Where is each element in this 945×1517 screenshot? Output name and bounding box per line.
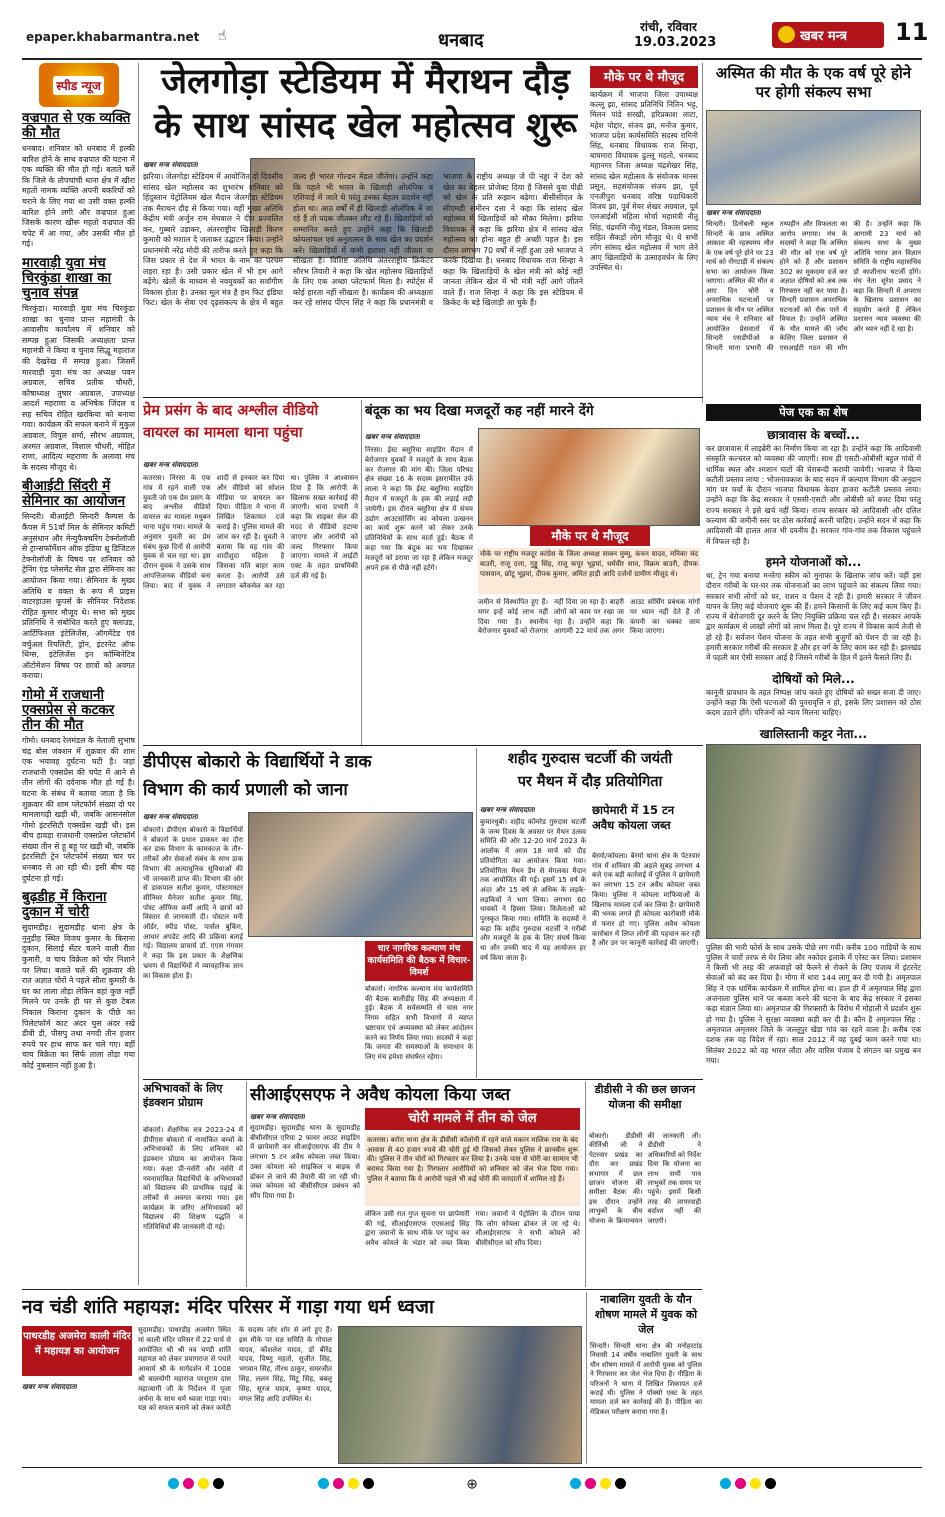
banduk-photo [478,428,700,526]
ciasf-byline: खबर मन्त्र संवाददाता [250,1112,305,1121]
prem-body: कतरास। निरसा के एक गांव में रहने वाली एक युवती जो एक प्रेम प्रसंग के बाद अश्लील वीडियो वायरल का मामला मधुबन थाना पहुंच गया। मामले के अनुसार युवती का प्रेम संबंध कुछ दिनों से आरोपी युवक से चल रहा था। इस दौरान युवक ने उसके साथ आपत्तिजनक वीडियो बना लिया। बाद में युवक ने शादी से इनकार कर दिया और वीडियो को सोशल मीडिया पर वायरल कर दिया। पीड़िता ने थाना में लिखित शिकायत दर्ज कराई है। पुलिस मामले की जांच कर रही है। युवती ने बताया कि वह गांव की शादीशुदा महिला है जिसका पति बाहर काम करता है। आरोपी उसे लगातार ब्लैकमेल कर रहा था। पुलिस ने आश्वासन दिया है कि आरोपी के खिलाफ सख्त कार्रवाई की जाएगी। थाना प्रभारी ने कहा कि साइबर सेल की मदद से वीडियो हटाया जाएगा और आरोपी को जल्द गिरफ्तार किया जाएगा। मामले में आईटी एक्ट के तहत प्राथमिकी दर्ज की गई है। [143,474,358,590]
shesh-body: कर छात्रावास में लाइब्रेरी का निर्माण किया जा रहा है। उन्होंने कहा कि आदिवासी संस्कृति कल्चरल को व्यवस्था की जाएगी। साथ ही एसटी-ओबीसी बहुल गांवों में धार्मिक स्थल और श्मशान घाटों की घेराबन्दी करायी जायेगी। भाजपा ने किया कटौती प्रस्ताव लाया : भोजनावकाश के बाद सदन में कल्याण विभाग की अनुदान मांग पर चर्चा के दौरान भाजपा विधायक केदार हाजरा कटौती प्रस्ताव लाया। उन्होंने कहा कि केंद्र सरकार ने एससी-एसटी और ओबीसी को बजट दिया परंतु राज्य सरकार ने इसे खर्च नहीं किया। राज्य सरकार को आदिवासी और दलित कल्याण की जमीनी स्तर पर ठोस कार्रवाई करनी चाहिए। उन्होंने सदन में कहा कि आदिवासी की हालत आज भी दयनीय है। सरकार गांव-गांव तक विकास पहुंचाने में विफल रही है। [706,444,921,546]
page-ek-ka-shesh-title: पेज एक का शेष [706,404,921,421]
registration-dot-icon [720,1478,731,1489]
masthead-url[interactable]: epaper.khabarmantra.net [26,30,200,44]
speed-news-headline: गोमो में राजधानी एक्सप्रेस से कटकर तीन की मौत [22,686,115,733]
shesh-subhead: छात्रावास के बच्चों... [767,428,860,442]
registration-dot-icon [348,1478,359,1489]
dps-sidebox-body: बोकारो। नागरिक कल्याण मंच कार्यसमिति की बैठक बालीडीह सिंह की अध्यक्षता में हुई। बैठक में सर्वसम्मति से चास नगर निगम सहित सभी विभागों में व्याप्त भ्रष्टाचार एवं अव्यवस्था को लेकर आंदोलन करने का निर्णय लिया गया। सदस्यों ने कहा कि जनता की समस्याओं के समाधान के लिए मंच हमेशा संघर्षरत रहेगा। [365,985,473,1061]
asmit-photo [706,110,921,205]
column-divider [586,1292,587,1464]
footer-rule [22,1467,922,1468]
speed-news-headline: वज्रपात से एक व्यक्ति की मौत [22,110,131,141]
registration-dot-icon [615,1478,626,1489]
shesh-body: था, ट्रेन गया बनाया मनरेगा स्कीम को मुनाफा के खिलाफ जांच करें। वहीं इस दौरान गरीबों के घर-घर तक योजनाओं का लाभ पहुंचाने का संकल्प लिया गया। सरकार सभी लोगों को घर, राशन व पेंशन दे रही है। हमारी सरकार ने जीवन यापन के लिए कई योजनाएं शुरू की हैं। हमने किसानों के लिए कई काम किए हैं। राज्य में बेरोजगारी दूर करने के लिए नियुक्ति प्रक्रिया चल रही है। सरकार आपके द्वार कार्यक्रम से लाखों लोगों को लाभ मिला है। पूरे राज्य में विकास कार्य तेजी से हो रहे हैं। सर्वजन पेंशन योजना के तहत सभी बुजुर्गों को पेंशन दी जा रही है। हमारी सरकार गरीबों की सरकार है और हर वर्ग के लिए काम कर रही है। झारखंड में पहली बार ऐसी सरकार आई है जिसने गरीबों के हित में इतने फैसले लिए हैं। [706,570,921,663]
speed-news-body: सुदामडीह। सुदामडीह थाना क्षेत्र के नुनुडीह स्थित विजय कुमार के किराना दुकान, सिलाई सेंटर चलने वाली रीता कुमारी, व चाय विक्रेता को चोर निशाने पर लिया। बताते चलें की शुक्रवार की रात अज्ञात चोरों ने पहले सीता कुमारी के घर का ताला तोड़ा लेकिन वहां कुछ नहीं मिलने पर उनके ही घर से कुछ टेबल निकाल किराना दुकान के पीछे का पिलेटफॉर्म काट अंदर घुस अंदर रखे डीवी डी, पीसपु तथा नगदी तीन हजार रुपये पर हाथ साफ कर चले गए। वहीं चाय विक्रेता का सिर्फ ताला तोड़ा गया कोई नुकसान नहीं हुआ है। [22,923,135,1070]
ddc-body: बोकारो। डीडीसी कीर्तिश्री जी ने पेटरवार प्रखंड का दौरा कर प्रखंड सभागार में छल छाजन योजना की समीक्षा बैठक की। इस दौरान उन्होंने लाभुकों के बीच योजना के क्रियान्वयन की जानकारी ली। डीडीसी ने अधिकारियों को निर्देश दिया कि योजना का लाभ सभी पात्र लाभुकों तक समय पर पहुंचे। इसमें किसी तरह की लापरवाही बर्दाश्त नहीं की जाएगी। [589,1132,701,1225]
speed-news-item [22,890,135,1071]
ciasf-body: सुदामडीह। सुदामडीह थाना के सुदामडीह बीसीसीएल एरिया 2 फायर आउट साइडिंग में छापेमारी कर सीआईएसएफ की टीम ने लगभग 5 टन अवैध कोयला जब्त किया। उक्त कोयला को साइकिल व बाइक से ढोकर ले जाने की तैयारी की जा रही थी। जब्त कोयला को बीसीसीएल प्रबंधन को सौंप दिया गया है। [250,1124,360,1200]
gurudas-byline: खबर मन्त्र संवाददाता [480,805,535,814]
chori-body2: लेकिन उसी रात गुप्त सूचना पर छापेमारी की गई, सीआईएसएफ एएसआई सिंह द्वारा जवानों के साथ मौके पर पहुंच कर अवैध कोयले के भंडार को जब्त किया गया। जवानों ने पेट्रोलिंग के दौरान पाया कि लोग कोयला ढोकर ले जा रहे थे। सीआईएसएफ ने सभी कोयले को बीसीसीएल को सौंप दिया। [365,1210,580,1248]
shesh-subhead: दोषियों को मिले... [772,671,855,686]
navchandi-body: सुदामडीह। पाथरडीह अजमेरा स्थित मां काली मंदिर परिसर में 22 मार्च से आयोजित श्री श्री नव चण्डी शांति महायज्ञ को लेकर प्रयागराज से पधारे आचार्य श्री के मार्गदर्शन में 1008 श्री बालयोगी महाराज परशुराम दास महात्यागी जी के निर्देशन में पूजा अर्चना के साथ धर्म ध्वजा गाड़ा गया। यज्ञ को सफल बनाने को लेकर कमेटी के सदस्य जोर शोर से लगे हुए हैं। इस मौके पर यज्ञ समिति के गोपाल यादव, कौशलेश यादव, डॉ बीरेंद्र यादव, विष्णु महतो, सुजीत सिंह, भगवान सिंह, तीरथ ठाकुर, समरजीत सिंह, ललन सिंह, मिंटू सिंह, बबलू सिंह, सूरज यादव, कृष्णा यादव, मंगल सिंह आदि उपस्थित थे। [138,1326,332,1413]
section-rule [143,1079,703,1080]
column-divider [246,1082,247,1287]
lead-body: झरिया। जेलगोड़ा स्टेडियम में आयोजित दो दिवसीय सांसद खेल महोत्सव का शुभारंभ शनिवार को हिंदुस्तान पेट्रोलियम खेल मैदान जेलगोड़ा स्टेडियम तक मैराथन दौड़ से किया गया। वहीं मुख्य अतिथि केंद्रीय मंत्री अर्जुन राम मेघवाल ने दीप प्रज्वलित कर, गुब्बारे उड़ाकर, अंतरराष्ट्रीय खिलाड़ी किरण कुमारी को मशाल दे जलाकर उद्घाटन किया। उन्होंने प्रधानमंत्री नरेंद्र मोदी की तारीफ करते हुए कहा कि जिस प्रकार से देश में भारत के नाम का परचम लहरा रहा है। उसी प्रकार खेल में भी हम आगे बढ़ेंगे। खेलों के माध्यम से नवयुवकों का सर्वांगीण विकास होता है। उनका मूल मंत्र है हम फिट इंडिया फिट। खेल के सेवा एवं दृढ़संकल्प के क्षेत्र में बहुत जल्द ही भारत गोल्डन मेडल जीतेगा। उन्होंने कहा कि पहले भी भारत के खिलाड़ी ओलंपिक व एशियाई में जाते थे परंतु उनका बेहतर प्रदर्शन नहीं होता था। आठ वर्षों में ही खिलाड़ी ओलंपिक में जा रहे हैं तो पदक जीतकर लौट रहे हैं। खिलाड़ियों को सम्मानित करते हुए उन्होंने कहा कि खिलाड़ी कोयलांचल एवं अनुशासन के साथ खेल का प्रदर्शन करें। खिलाड़ियों में कभी हताशा नहीं जीतता या सीखता है। विशिष्ट अतिथि अंतरराष्ट्रीय क्रिकेटर सौरभ तिवारी ने कहा कि खेल महोत्सव खिलाड़ियों के लिए एक अच्छा प्लेटफार्म मिला है। स्पोर्ट्स में कोई हारता नहीं सीखता है। कार्यक्रम की अध्यक्षता कर रहे सांसद पीएन सिंह ने कहा कि प्रधानमंत्री व भाजपा के राष्ट्रीय अध्यक्ष जे पी नड्डा ने देश को खेल का बेहतर प्रोजेक्ट दिया है जिससे युवा पीढ़ी को खेल के प्रति रूझान बढ़ेगा। बीसीसीएल के सीएमडी समीरन दत्ता ने कहा कि सांसद खेल महोत्सव में खिलाड़ियों को मौका मिलेगा। झरिया विधायक ने कहा कि झरिया क्षेत्र में सांसद खेल महोत्सव का होना बहुत ही अच्छी पहल है। इस दौरान लगभग 70 वर्षों में नहीं हुआ उसे भाजपा ने करके दिखाया है। धनबाद विधायक राज सिन्हा ने कहा कि खिलाड़ियों के खेल मंत्री को कोई नहीं जानता लेकिन खेल में भी मंत्री नहीं आगे जीतने वाले हैं। राज सिन्हा ने कहा कि इस स्टेडियम में क्रिकेट के बड़े खिलाड़ी आ चुके हैं। [143,172,583,307]
dps-sidebox-title: चार नागरिक कल्याण मंच कार्यसमिति की बैठक में विचार-विमर्श [365,941,473,981]
asmit-byline: खबर मन्त्र संवाददाता [706,208,761,217]
navchandi-headline: नव चंडी शांति महायज्ञ: मंदिर परिसर में गाड़ा गया धर्म ध्वजा [22,1296,434,1318]
speed-news-headline: बुढ़डीह में किराना दुकान में चोरी [22,889,107,921]
registration-dot-icon [750,1478,761,1489]
gurudas-headline-line2: पर मैथन में दौड़ प्रतियोगिता [517,774,663,790]
koyla-15ton-body: बेरमो/कोयला। बेरमो थाना क्षेत्र के पेटरवार गांव में शनिवार की अहले सुबह लगभग 4 बजे एक बड़ी कार्रवाई में पुलिस ने छापेमारी कर लगभग 15 टन अवैध कोयला जब्त किया। पुलिस ने कोयला माफियाओं के खिलाफ मामला दर्ज कर लिया है। छापेमारी की भनक लगते ही कोयला कारोबारी मौके से फरार हो गए। पुलिस अवैध कोयला कारोबार में लिप्त लोगों की पहचान कर रही है और उन पर कानूनी कार्रवाई की जाएगी। [592,852,700,948]
speed-news-body: गोमो। धनबाद रेलमंडल के नेताजी सुभाष चंद्र बोस जंक्शन में शुक्रवार की शाम एक भयावह दुर्घटना घटी है। जहां राजधानी एक्सप्रेस की चपेट में आने से तीन लोगों की दर्दनाक मौत हो गई है। घटना के संबंध में बताया जाता है कि शुक्रवार की शाम प्लेटफॉर्म संख्या दो पर मामलागढ़ी खड़ी थी, जबकि आसनसोल गोमो इंटरसिटी एक्सप्रेस खड़ी थी। इस बीच हावड़ा राजधानी एक्सप्रेस प्लेटफॉर्म संख्या तीन से हू बहू पर खड़ी थी, जबकि इंटरसिटी ट्रेन प्लेटफॉर्म संख्या चार पर धनबाद से आ रही थी। इसी बीच यह दुर्घटना हो गई। [22,735,135,883]
speed-news-body: सिन्दरी। बीआईटी सिन्दरी कैम्पस के कैंपस में 51वाँ मिल के सेमिनार कमिटी अनुसंधान और मेन्युफैक्चरिंग टेक्नोलॉजी से ट्रान्सफॉर्मेशन ऑफ इंडिया थ्रू डिजिटल टेक्नोलॉजी के विषय पर शनिवार को ट्रेनिंग एंड प्लेसमेंट सेल द्वारा सेमिनार का आयोजन किया गया। सेमिनार के मुख्य अतिथि व वक्ता के रूप में प्राइस वाटरहाउस कूपर्स के सीनियर निदेशक रोहित कुमार मौजूद थे। सभा को मुख्य प्रतिनिधि ने संबोधित करते हुए क्लाउड, आर्टिफिशल इंटेलिजेंस, ऑगमेंटेड एवं वर्चुअल रियलिटी, ड्रोन, इंटरनेट ऑफ थिंग्स, इंटेलिजेंस इन कॉम्बिनेटिव ऑटोमेशन विषय पर छात्रों को अवगत कराया। [22,512,135,681]
nabalig-headline: नाबालिग युवती के यौन शोषण मामले में युवक को जेल [594,1293,698,1336]
shesh-body: पुलिस की भारी फोर्स के साथ उसके पीछे लग गयी। करीब 100 गाड़ियों के साथ पुलिस ने चारों तरफ से घेर लिया और नकोदर इलाके में एरेस्ट कर लिया। प्रशासन ने किसी भी तरह की अफवाहों को फैलने से रोकने के लिए पंजाब में इंटरनेट सेवाओं को बंद कर दिया है। मोगा में धारा 144 लागू कर दी गयी है। अमृतपाल सिंह ने एक धार्मिक कार्यक्रम में शामिल होना था। हाल ही में अमृतपाल सिंह द्वारा अजनाला पुलिस थाने पर कब्जा करने की घटना के बाद केंद्र सरकार ने इसका कड़ा संज्ञान लिया था। अमृतपाल की गिरफ्तारी के विरोध में मोहाली में प्रदर्शन शुरू हो गया है। पुलिस ने सुरक्षा व्यवस्था कड़ी कर दी है। कौन है अमृतपाल सिंह : अमृतपाल अमृतसर जिले के जल्लूपुर खेड़ा गांव का रहने वाला है। करीब एक दशक तक वह विदेश में रहा। साल 2012 में वह दुबई काम करने गया था। सितंबर 2022 को वह भारत लौटा और वारिस पंजाब दे संगठन का प्रमुख बन गया। [706,942,921,1065]
speed-news-item [22,688,135,884]
speed-news-item [22,111,135,250]
column-divider [702,63,703,403]
nabalig-body: सिन्दरी। सिन्दरी थाना क्षेत्र की मनोहरटांड़ निवासी 14 वर्षीय नाबालिग युवती के साथ यौन शोषण मामले में आरोपी युवक को पुलिस ने गिरफ्तार कर जेल भेज दिया है। पीड़िता के परिजनों ने थाना में लिखित शिकायत दर्ज कराई थी। पुलिस ने पॉक्सो एक्ट के तहत मामला दर्ज कर कार्रवाई की है। पीड़िता का मेडिकल परीक्षण कराया गया है। [590,1342,702,1416]
registration-dot-icon [213,1478,224,1489]
banduk-mauke-body: मौके पर राष्ट्रीय मजदूर कांग्रेस के जिला अध्यक्ष साबन मुम्मू, कंचन यादव, मनिका चंद बाउरी, राजू दत्ता, गुड्डू सिंह, राजू कपूर भूइयां, धर्मवीर साव, विक्रम बाउरी, दीपक पासवान, छोटू भूइयां, दीपक कुमार, अमित हाड़ी आदि दर्जनों ग्रामीण मौजूद थे। [478,548,700,594]
footer-color-registration [22,1474,922,1494]
speed-news-body: धनबाद। शनिवार को धनबाद में हल्की बारिश होने के साथ वज्रपात की घटना में एक व्यक्ति की मौत हो गई। बताते चलें कि जिले के तोपचांची थाना क्षेत्र में खीरा महतो नामक व्यक्ति अपनी बकरियों को चराने के लिए गया था उसी वक्त हल्की बारिश होने लगी और वज्रपात हुआ जिसके कारण खीरू महतो वज्रपात की चपेट में आ गया, और उसकी मौत हो गई। [22,144,135,249]
dps-byline: खबर मन्त्र संवाददाता [143,812,198,821]
pointer-icon: ☝ [218,28,227,44]
lead-headline-line1: जेलगोड़ा स्टेडियम में मैराथन दौड़ [161,62,570,102]
dps-headline-line1: डीपीएस बोकारो के विद्यार्थियों ने डाक [143,752,372,772]
registration-dot-icon [318,1478,329,1489]
speed-news-column [22,63,135,1285]
column-divider [361,400,362,745]
masthead [0,0,945,58]
khalistan-photo [706,744,921,939]
speed-news-body: चिरकुंडा। मारवाड़ी युवा मंच चिरकुंडा शाखा का चुनाव प्रान्त महामंत्री के आवासीय कार्यालय में शनिवार को सम्पन्न हुआ जिसकी अध्यक्षता प्रान्त महामंत्री ने किया व चुनाव सिद्धू महाराज की देखरेख में सम्पन्न हुआ। जिसमें मारवाड़ी युवा मंच का अध्यक्ष पवन अग्रवाल, सचिव प्रतीक चौधरी, कोषाध्यक्ष तुषार अग्रवाल, उपाध्यक्ष आदर्श महराणा व अभिषेक जिंदल व सह सचिव रोहित खरकिया को बनाया गया। कार्यक्रम की सफल बनाने में मुकुल अग्रवाल, विपुल शर्मा, सौरभ अग्रवाल, अश्मत अग्रवाल, विशाल चौधरी, मोहित राणा, आदित्य महराणा के अलावा मंच के सदस्य मौजूद थे। [22,303,135,472]
registration-dot-icon [570,1478,581,1489]
edition-name: धनबाद [438,30,484,51]
issue-date: 19.03.2023 [634,35,717,50]
asmit-body: सिन्दरी। डिनोबली स्कूल सिन्दरी के छात्र अस्मित आकाश की रहस्यमय मौत के एक वर्ष पूरे होने पर 23 मार्च को रोंगटाड़ी में संकल्प सभा का आयोजन किया जाएगा। अस्मित की मौत व आए दिन चोरी व अपराधिक घटनाओं पर प्रशासन के मौन पर अस्मित न्याय मंच ने शनिवार को आयोजित प्रेसवार्ता में सिन्दरी एसडीपीओ व सिन्दरी थाना प्रभारी की तथ्यहीन और विफलता का आरोप लगाया। मंच के सदस्यों ने कहा कि अस्मित की मौत को एक वर्ष पूरे होने को हैं और प्रशासन 302 का मुकदमा दर्ज कर अज्ञात दोषियों को अब तक गिरफ्तार नहीं कर पाया है। सिन्दरी प्रशासन अपराधिक घटनाओं को रोक पाने में विफल है। उन्होंने अस्मित के मौत मामले की जाँच केलिए जिला प्रशासन से एसआईटी गठन की माँग की है। उन्होंने कहा कि आगामी 23 मार्च को संकल्प सभा के मुख्य अतिथि भारत ज्ञान विज्ञान समिति के राष्ट्रीय महासचिव डॉ काशीनाथ चटर्जी होंगे। मंच नेता सुरेश प्रसाद ने कहा कि सिन्दरी में अपराध के खिलाफ प्रशासन का सहयोग करते हैं लेकिन प्रशासन न्याय व्यवस्था की ओर ध्यान नहीं दे रहा है। [706,220,921,352]
asmit-headline: अस्मित की मौत के एक वर्ष पूरे होने पर होगी संकल्प सभा [715,64,912,101]
dps-headline [143,748,473,808]
mauke-par-title: मौके पर थे मौजूद [590,66,698,88]
chori-body: कतरास। बरोरा थाना क्षेत्र के डीवीसी कॉलोनी में रहने वाले मकान मालिक राम के बंद आवास से 40 हजार रुपये की चोरी हुई थी जिसको लेकर पुलिस ने छानबीन शुरू की। पुलिस ने तीन चोरों को गिरफ्तार कर लिया है। उनके पास से चोरी का सामान भी बरामद किया गया है। गिरफ्तार आरोपियों को शनिवार को जेल भेज दिया गया। पुलिस ने बताया कि ये आरोपी पहले भी कई चोरी की वारदातों में शामिल रहे हैं। [365,1134,580,1206]
page-ek-ka-shesh [706,424,921,1284]
registration-dot-icon [585,1478,596,1489]
lead-headline [143,60,588,152]
koyla-15ton-headline: छापेमारी में 15 टन अवैध कोयला जब्त [592,803,675,832]
banduk-body2: जमीन से विस्थापित हुए हैं। मगर इन्हें कोई लाभ नहीं दिया गया है। स्थानीय बेरोजगार युवकों को रोजगार नहीं दिया जा रहा है। बाहरी लोगों को काम पर रखा जा रहा है। उन्होंने कहा कि आगामी 22 मार्च तक अगर आउट सोर्सिंग प्रबंधक मांगों पर ध्यान नहीं देते हैं तो कंपनी का चक्का जाम किया जाएगा। [478,598,700,636]
registration-dot-icon [765,1478,776,1489]
column-divider [585,1082,586,1287]
city-day: रांची, रविवार [640,20,697,34]
speed-news-headline: मारवाड़ी युवा मंच चिरकुंडा शाखा का चुनाव संपन्न [22,254,112,301]
gurudas-body: कुमारधुबी। शहीद कॉमरेड गुरुदास चटर्जी के जन्म दिवस के अवसर पर मैथन उत्सव समिति की ओर 12-20 मार्च 2023 के आलोक में आज 18 मार्च को दौड़ प्रतियोगिता का आयोजन किया गया। प्रतियोगिता मैथन डैम से मेगलका मैदान तक आयोजित की गई। इसमें 15 वर्ष के अंदर और 15 वर्ष से अधिक के लड़के-लड़कियों ने भाग लिया। लगभग 60 धावकों ने हिस्सा लिया। विजेताओं को पुरस्कृत किया गया। समिति के सदस्यों ने कहा कि शहीद गुरुदास चटर्जी ने गरीबों और मजदूरों के हक के लिए संघर्ष किया था और उनकी याद में यह आयोजन हर वर्ष किया जाता है। [480,818,586,962]
section-rule [143,397,703,398]
registration-dot-icon [168,1478,179,1489]
brand-logo-icon [778,26,795,43]
navchandi-subbox: पाथरडीह अजमेरा काली मंदिर में महायज्ञ का आयोजन [22,1326,132,1376]
registration-dot-icon [183,1478,194,1489]
abhibhavak-body: बोकारो। शैक्षणिक सत्र 2023-24 में डीपीएस बोकारो में नामांकित बच्चों के अभिभावकों के लिए शनिवार को इंडक्शन प्रोग्राम का आयोजन किया गया। कक्षा प्री-नर्सरी और नर्सरी में नवनामांकित विद्यार्थियों के अभिभावकों को विद्यालय की प्राथमिक पढ़ाई के तरीकों से अवगत कराया गया। इस कार्यक्रम के जरिए अभिभावकों को विद्यालय की शिक्षण पद्धति व गतिविधियों की जानकारी दी गई। [143,1126,243,1232]
ciasf-headline: सीआईएसएफ ने अवैध कोयला किया जब्त [250,1085,511,1105]
banduk-headline: बंदूक का भय दिखा मजदूरों कह नहीं मारने देंगे [365,403,594,419]
registration-dot-icon [333,1478,344,1489]
dps-photo [248,812,473,937]
lead-headline-line2: के साथ सांसद खेल महोत्सव शुरू [154,106,577,146]
crosshair-icon: ⊕ [466,1476,478,1493]
navchandi-photo [338,1326,582,1464]
speed-news-item [22,256,135,474]
banduk-body: निरसा। ईस्ट बसुरिया साइडिंग मैदान में बेरोजगार युवकों ने मजदूरों के साथ बैठक कर रोजगार की मांग की। जिला परिषद क्षेत्र संख्या 16 के सदस्य इसराफील उर्फ लाला ने कहा कि ईस्ट बसुरिया साइडिंग मैदान में मजदूरों के हक की लड़ाई लड़ी जायेगी। इस दौरान बसुरिया क्षेत्र में संचय उद्योग आउटसोर्सिंग का कोयला उत्खनन का कार्य शुरू करने को लेकर उनके प्रतिनिधियों के साथ वार्ता हुई। बैठक में कहा गया कि बंदूक का भय दिखाकर मजदूरों को डराया जा रहा है लेकिन मजदूर अपने हक से पीछे नहीं हटेंगे। [365,446,473,572]
gurudas-headline [480,748,700,798]
gurudas-headline-line1: शहीद गुरुदास चटर्जी की जयंती [507,751,673,767]
banduk-mauke-title: मौके पर थे मौजूद [530,526,650,546]
prem-headline-line2: वायरल का मामला थाना पहुंचा [143,425,303,441]
brand-name: खबर मन्त्र [800,29,848,44]
shesh-body: कानूनी प्रावधान के तहत निष्पक्ष जांच करते हुए दोषियों को सख्त सजा दी जाए। उन्होंने कहा कि ऐसी घटनाओं की पुनरावृत्ति न हो, इसके लिए प्रशासन को ठोस कदम उठाने होंगे। परिजनों को न्याय मिलना चाहिए। [706,687,921,718]
section-rule [22,1289,702,1290]
prem-headline-line1: प्रेम प्रसंग के बाद अश्लील वीडियो [143,403,319,419]
registration-dot-icon [198,1478,209,1489]
navchandi-byline: खबर मन्त्र संवाददाता [22,1382,77,1391]
page-number: 11 [895,18,929,46]
mauke-par-body: कार्यक्रम में भाजपा जिला उपाध्यक्ष कल्लू झा, सांसद प्रतिनिधि नितिन भट्ट, मिलन पांडे सरखी, हरिप्रकाश लाटा, महेश पोद्दार, संजय झा, मनोज कुमार, भाजपा प्रदेश कार्यसमिति सदस्य रागिनी सिंह, धनबाद विधायक राज सिन्हा, बाघमारा विधायक ढुल्लू महतो, धनबाद महानगर जिला अध्यक्ष चंद्रशेखर सिंह, सांसद खेल महोत्सव के संयोजक मानस प्रसून, सहसंयोजक संजय झा, पूर्व एनजीपुरा धनबाद वरिष्ठ पदाधिकारी विजय झा, पूर्व मेयर शेखर अग्रवाल, पूर्व एलआईसी महिला मोर्चा महामंत्री नीतू सिंह, चंद्रमणि नीलू मंडल, विकास प्रसाद सहित सैकड़ों लोग मौजूद थे। ये सभी लोग सांसद खेल महोत्सव में भाग लेने आए खिलाड़ियों के उत्साहवर्धन के लिए उपस्थित थे। [590,90,698,273]
column-divider [138,63,139,1285]
dps-headline-line2: विभाग की कार्य प्रणाली को जाना [143,780,348,800]
shesh-subhead: खालिस्तानी कट्टर नेता... [759,726,868,741]
brand-bar [772,22,884,48]
ddc-headline: डीडीसी ने की छल छाजन योजना की समीक्षा [594,1083,696,1111]
column-divider [476,748,477,1078]
registration-dot-icon [735,1478,746,1489]
chori-headline: चोरी मामले में तीन को जेल [365,1108,580,1130]
registration-dot-icon [363,1478,374,1489]
speed-news-logo-text: स्पीड न्यूज [53,76,104,95]
shesh-subhead: हमने योजनाओं को... [765,554,862,569]
lead-byline: खबर मन्त्र संवाददाता [143,160,198,169]
abhibhavak-headline: अभिभावकों के लिए इंडक्शन प्रोग्राम [143,1082,223,1109]
speed-news-logo [39,63,119,107]
speed-news-item [22,479,135,682]
prem-headline [143,400,358,448]
speed-news-headline: बीआईटी सिंदरी में सेमिनार का आयोजन [22,478,126,510]
banduk-byline: खबर मन्त्र संवाददाता [365,432,420,441]
section-rule [143,745,703,746]
prem-byline: खबर मन्त्र संवाददाता [143,460,198,469]
dps-body: बोकारो। डीपीएस बोकारो के विद्यार्थियों ने बोकारो के प्रधान डाकघर का दौरा कर डाक विभाग के कामकाज के तौर-तरीकों और सेवाओं संबंध के साथ डाक विभाग की अत्याधुनिक सुविधाओं की भी जानकारी प्राप्त की। विभाग की ओर से डाकपाल सतीश कुमार, पोस्टमास्टर सीनियर मैनेजर सतीश कुमार सिंह, पोस्ट ऑफिस कर्मी आदि ने छात्रों को विस्तार से जानकारी दी। पोस्टल मनी ऑर्डर, स्पीड पोस्ट, पार्सल बुकिंग, आधार अपडेट आदि की प्रक्रिया बताई गई। विद्यालय प्राचार्य डॉ. एएस गंगवार ने कहा कि इस प्रकार के शैक्षणिक भ्रमण से विद्यार्थियों में व्यावहारिक ज्ञान का विकास होता है। [143,826,243,980]
registration-dot-icon [600,1478,611,1489]
